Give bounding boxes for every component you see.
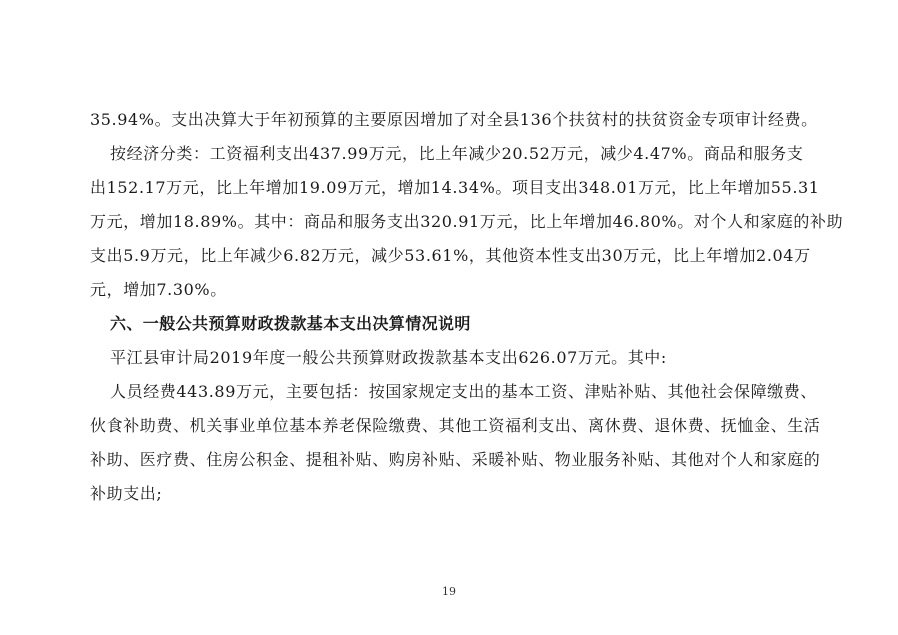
- text-line-6: 元，增加7.30%。: [90, 280, 227, 299]
- text-line-8: 平江县审计局2019年度一般公共预算财政拨款基本支出626.07万元。其中:: [110, 348, 667, 367]
- section-heading: 六、一般公共预算财政拨款基本支出决算情况说明: [110, 314, 471, 333]
- text-line-11: 补助、医疗费、住房公积金、提租补贴、购房补贴、采暖补贴、物业服务补贴、其他对个人和家庭的: [90, 450, 821, 469]
- text-line-10: 伙食补助费、机关事业单位基本养老保险缴费、其他工资福利支出、离休费、退休费、抚恤金、生活: [90, 416, 821, 435]
- text-line-1: 35.94%。支出决算大于年初预算的主要原因增加了对全县136个扶贫村的扶贫资金专项审计经费。: [90, 110, 818, 129]
- page-number: 19: [442, 585, 456, 598]
- text-line-2: 按经济分类：工资福利支出437.99万元，比上年减少20.52万元，减少4.47%。商品和服务支: [110, 144, 804, 163]
- text-line-12: 补助支出;: [90, 484, 163, 503]
- text-line-9: 人员经费443.89万元，主要包括：按国家规定支出的基本工资、津贴补贴、其他社会保障缴费、: [110, 382, 817, 401]
- text-line-5: 支出5.9万元，比上年减少6.82万元，减少53.61%，其他资本性支出30万元，比上年增加2.04万: [90, 246, 811, 265]
- text-line-4: 万元，增加18.89%。其中：商品和服务支出320.91万元，比上年增加46.80%。对个人和家庭的补助: [90, 212, 844, 231]
- text-line-3: 出152.17万元，比上年增加19.09万元，增加14.34%。项目支出348.01万元，比上年增加55.31: [90, 178, 820, 197]
